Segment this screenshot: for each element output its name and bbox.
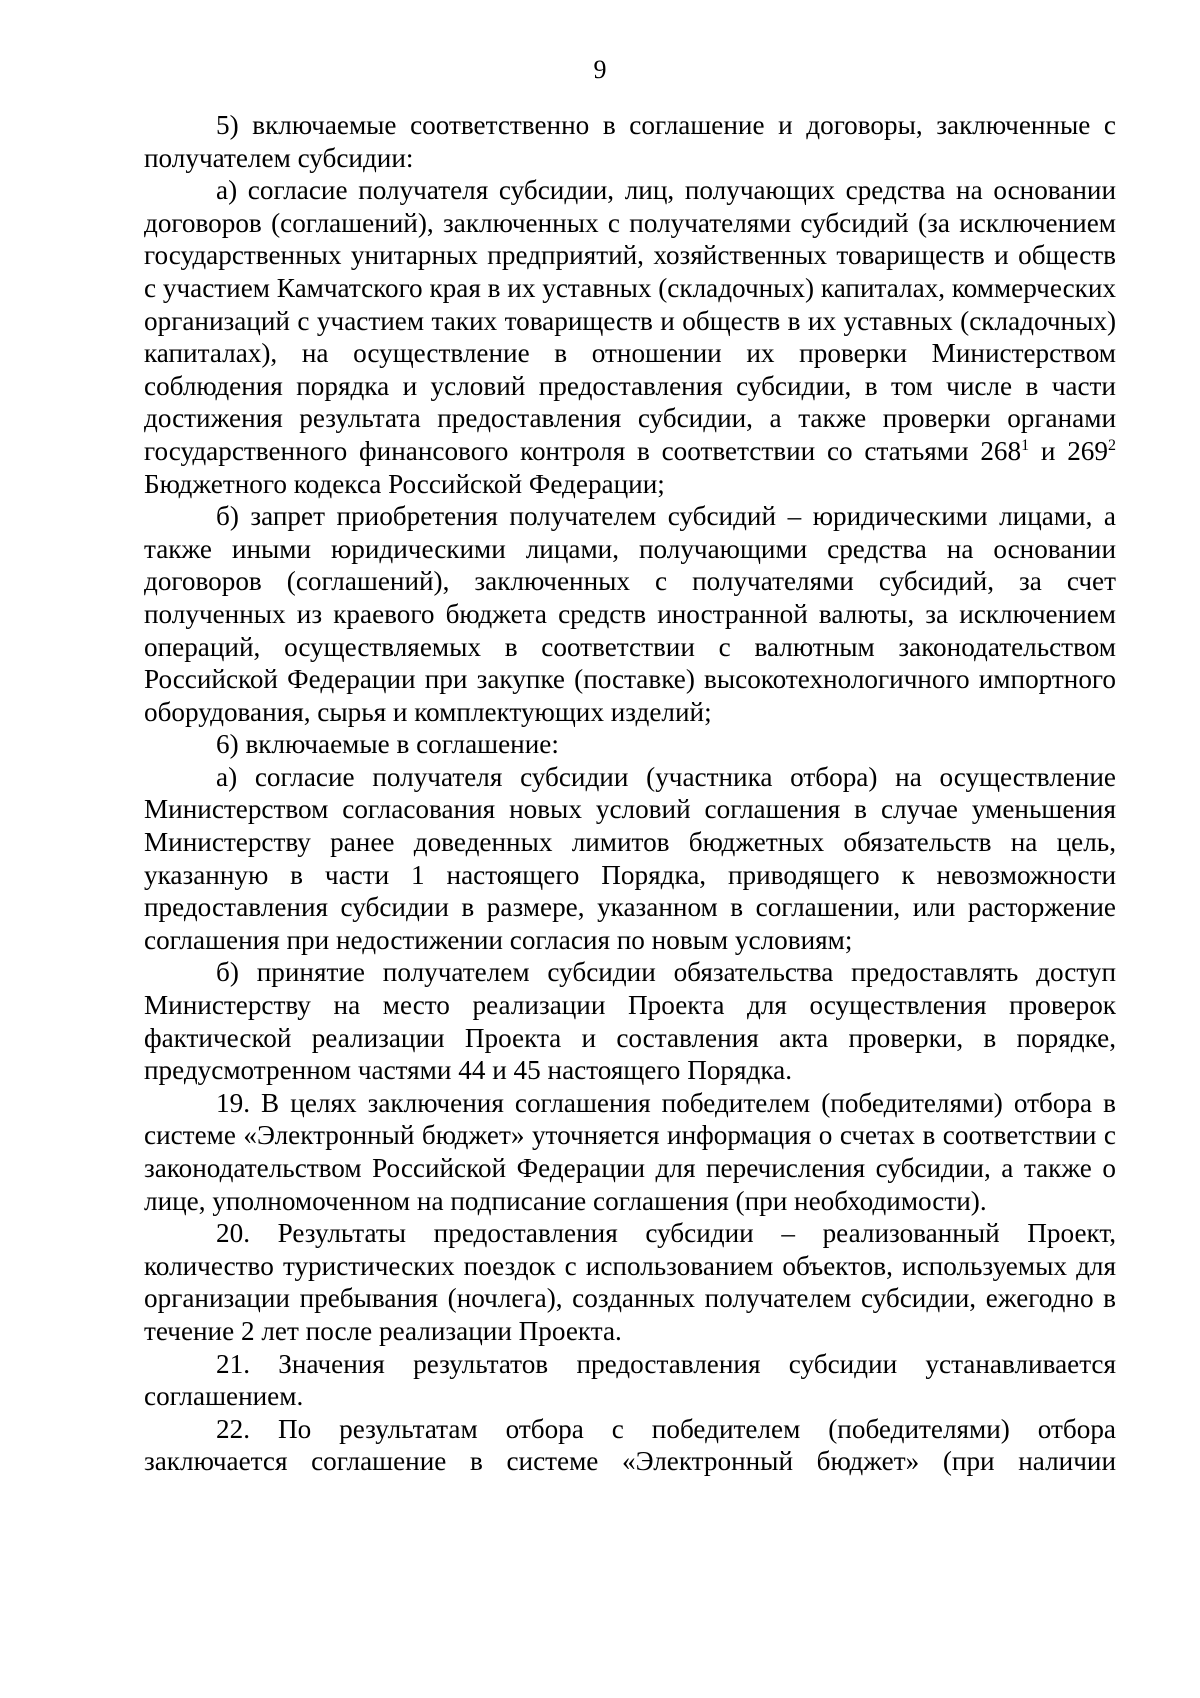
page-number: 9: [593, 55, 607, 84]
paragraph-6: 6) включаемые в соглашение:: [216, 729, 559, 760]
superscript-1: 1: [1021, 436, 1030, 454]
paragraph-5a-text-2: и 269: [1029, 435, 1108, 466]
superscript-2: 2: [1108, 436, 1116, 454]
paragraph-5a-text-3: Бюджетного кодекса Российской Федерации;: [144, 468, 665, 499]
paragraph-22: 22. По результатам отбора с победителем (победителями) отбора заключается соглашение в системе «Электронный бюджет» (при наличии: [144, 1413, 1116, 1477]
paragraph-19: 19. В целях заключения соглашения победителем (победителями) отбора в системе «Электронный бюджет» уточняется информация о счетах в соответствии с законодательством Российской Федерации для перечисления субсидии, а также о лице, уполномоченном на подписание соглашения (при необходимости).: [144, 1087, 1116, 1216]
paragraph-5b: б) запрет приобретения получателем субсидий – юридическими лицами, а также иными юридическими лицами, получающими средства на основании договоров (соглашений), заключенных с получателями субсидий, за счет полученных из краевого бюджета средств иностранной валюты, за исключением операций, осуществляемых в соответствии с валютным законодательством Российской Федерации при закупке (поставке) высокотехнологичного импортного оборудования, сырья и комплектующих изделий;: [144, 501, 1116, 727]
paragraph-21: 21. Значения результатов предоставления субсидии устанавливается соглашением.: [144, 1348, 1116, 1412]
paragraph-5a-text: а) согласие получателя субсидии, лиц, получающих средства на основании договоров (соглашений), заключенных с получателями субсидий (за исключением государственных унитарных предприятий, хозяйственных товариществ и обществ с участием Камчатского края в их уставных (складочных) капиталах, коммерческих организаций с участием таких товариществ и обществ в их уставных (складочных) капиталах), на осуществление в отношении их проверки Министерством соблюдения порядка и условий предоставления субсидии, в том числе в части достижения результата предоставления субсидии, а также проверки органами государственного финансового контроля в соответствии со статьями 268: [144, 175, 1116, 466]
paragraph-20: 20. Результаты предоставления субсидии – реализованный Проект, количество туристических поездок с использованием объектов, используемых для организации пребывания (ночлега), созданных получателем субсидии, ежегодно в течение 2 лет после реализации Проекта.: [144, 1218, 1116, 1346]
paragraph-5: 5) включаемые соответственно в соглашение и договоры, заключенные с получателем субсидии:: [144, 110, 1116, 173]
paragraph-6a: а) согласие получателя субсидии (участника отбора) на осуществление Министерством согласования новых условий соглашения в случае уменьшения Министерству ранее доведенных лимитов бюджетных обязательств на цель, указанную в части 1 настоящего Порядка, приводящего к невозможности предоставления субсидии в размере, указанном в соглашении, или расторжение соглашения при недостижении согласия по новым условиям;: [144, 761, 1116, 955]
paragraph-6b: б) принятие получателем субсидии обязательства предоставлять доступ Министерству на место реализации Проекта для осуществления проверок фактической реализации Проекта и составления акта проверки, в порядке, предусмотренном частями 44 и 45 настоящего Порядка.: [144, 957, 1116, 1086]
paragraph-5a: [144, 174, 1116, 500]
document-body: [144, 109, 1116, 1478]
